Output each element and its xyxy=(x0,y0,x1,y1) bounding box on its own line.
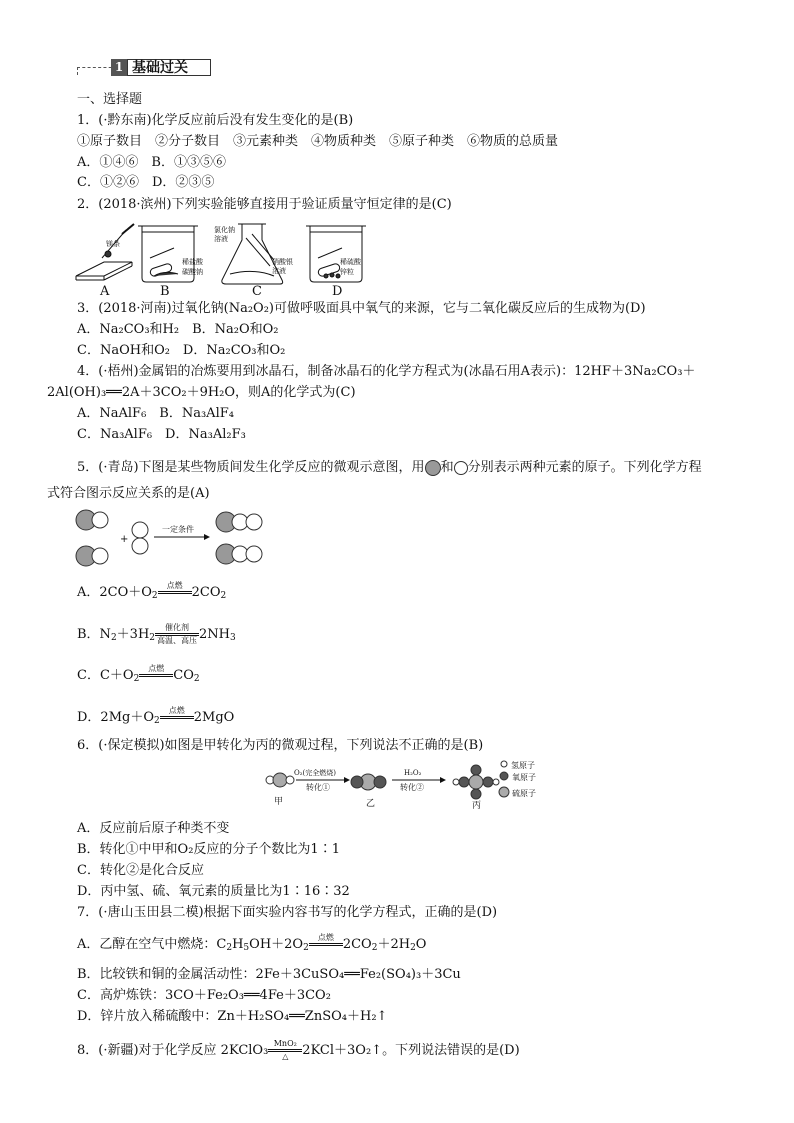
q6-legend-sulfur: 硫原子 xyxy=(512,789,536,798)
q4-stem-line1: 4．(·梧州)金属铝的冶炼要用到冰晶石，制备冰晶石的化学方程式为(冰晶石用A表示)：12HF＋3Na₂CO₃＋ xyxy=(77,364,696,379)
q7-option-b: B．比较铁和铜的金属活动性：2Fe＋3CuSO₄══Fe₂(SO₄)₃＋3Cu xyxy=(77,967,461,982)
q5-stem-part1: 5．(·青岛)下图是某些物质间发生化学反应的微观示意图，用 xyxy=(77,460,425,475)
fig-c-label2: 溶液 xyxy=(214,235,228,243)
q6-option-b: B．转化①中甲和O₂反应的分子个数比为1∶1 xyxy=(77,842,340,857)
q1-items: ①原子数目 ②分子数目 ③元素种类 ④物质种类 ⑤原子种类 ⑥物质的总质量 xyxy=(77,134,559,149)
q2-stem: 2．(2018·滨州)下列实验能够直接用于验证质量守恒定律的是(C) xyxy=(77,197,452,212)
q6-arrow2-top: H₂O₂ xyxy=(404,769,422,777)
q8-stem xyxy=(77,1040,520,1061)
q6-label-yi: 乙 xyxy=(366,799,376,809)
q4-stem-line2: 2Al(OH)₃══2A＋3CO₂＋9H₂O，则A的化学式为(C) xyxy=(47,385,356,400)
gray-atom-icon xyxy=(425,460,441,476)
q5-option-b: B．$N_2+3H_2$ 催化剂 高温、高压 $2NH_3$ xyxy=(77,623,236,645)
fig-d-label1: 稀硫酸 xyxy=(340,258,361,266)
q2-option-labels xyxy=(0,283,794,301)
q6-arrow2-bottom: 转化② xyxy=(400,783,424,792)
svg-text:+: + xyxy=(120,534,129,545)
q6-option-a: A．反应前后原子种类不变 xyxy=(77,821,230,836)
q7-option-d: D．锌片放入稀硫酸中：Zn＋H₂SO₄══ZnSO₄＋H₂↑ xyxy=(77,1009,388,1024)
q3-options-cd: C．NaOH和O₂ D．Na₂CO₃和O₂ xyxy=(77,343,286,358)
fig-c-label4: 溶液 xyxy=(272,267,286,275)
q8-cond-top: MnO₂ xyxy=(273,1039,297,1048)
q7-option-a: A．乙醇在空气中燃烧：$C_2H_5OH+2O_2$ 点燃 $2CO_2+2H_2O$ xyxy=(77,933,427,953)
q6-conversion-diagram xyxy=(264,758,564,820)
fig-label-a: A xyxy=(100,284,110,299)
q6-option-d: D．丙中氢、硫、氧元素的质量比为1∶16∶32 xyxy=(77,884,350,899)
q3-options-ab: A．Na₂CO₃和H₂ B．Na₂O和O₂ xyxy=(77,322,279,337)
q6-option-c: C．转化②是化合反应 xyxy=(77,863,204,878)
section-label: 一、选择题 xyxy=(77,92,143,107)
fig-label-b: B xyxy=(160,284,170,299)
q5-b-cond-bot: 高温、高压 xyxy=(157,636,198,645)
fig-a-label: 镁条 xyxy=(106,240,120,248)
q7-a-cond: 点燃 xyxy=(317,933,334,942)
q6-arrow1-bottom: 转化① xyxy=(306,783,330,792)
q5-reaction-diagram xyxy=(74,506,294,570)
fig-label-d: D xyxy=(332,284,343,299)
q5-d-cond: 点燃 xyxy=(168,706,185,715)
q6-label-jia: 甲 xyxy=(274,797,284,807)
q1-options-cd: C．①②⑥ D．②③⑤ xyxy=(77,175,215,190)
q3-stem: 3．(2018·河南)过氧化钠(Na₂O₂)可做呼吸面具中氧气的来源，它与二氧化碳反应后的生成物为(D) xyxy=(77,301,646,316)
q5-stem-part3: 分别表示两种元素的原子。下列化学方程 xyxy=(467,460,702,475)
q5-option-c: C．$C+O_2$ 点燃 $CO_2$ xyxy=(77,664,200,684)
q6-stem: 6．(·保定模拟)如图是甲转化为丙的微观过程，下列说法不正确的是(B) xyxy=(77,738,484,753)
q5-c-cond: 点燃 xyxy=(148,664,165,673)
fig-b-label2: 碳酸钠 xyxy=(182,268,203,276)
q5-stem-line1 xyxy=(77,459,702,477)
q8-stem-part2: 2KCl＋3O₂↑。下列说法错误的是(D) xyxy=(302,1043,520,1058)
q7-option-c: C．高炉炼铁：3CO＋Fe₂O₃══4Fe＋3CO₂ xyxy=(77,988,331,1003)
q5-option-a: A．$2CO+O_2$ 点燃 $2CO_2$ xyxy=(77,581,227,601)
q8-stem-part1: 8．(·新疆)对于化学反应 2KClO₃ xyxy=(77,1043,269,1058)
q7-stem: 7．(·唐山玉田县二模)根据下面实验内容书写的化学方程式，正确的是(D) xyxy=(77,905,498,920)
fig-c-label1: 氯化钠 xyxy=(214,226,235,234)
section-title: 基础过关 xyxy=(127,59,211,76)
q5-stem-part2: 和 xyxy=(440,460,454,475)
apparatus-a xyxy=(76,224,134,280)
q1-options-ab: A．①④⑥ B．①③⑤⑥ xyxy=(77,155,226,170)
q5-a-cond: 点燃 xyxy=(166,581,183,590)
q4-options-ab: A．NaAlF₆ B．Na₃AlF₄ xyxy=(77,406,234,421)
fig-d-label2: 锌粒 xyxy=(340,268,354,276)
q1-stem: 1．(·黔东南)化学反应前后没有发生变化的是(B) xyxy=(77,113,354,128)
q8-cond-bottom: △ xyxy=(282,1052,289,1061)
q5-condition-label: 一定条件 xyxy=(162,525,194,534)
fig-label-c: C xyxy=(252,284,262,299)
q4-options-cd: C．Na₃AlF₆ D．Na₃Al₂F₃ xyxy=(77,427,246,442)
q6-legend-oxygen: 氧原子 xyxy=(512,773,536,782)
q6-legend-hydrogen: 氢原子 xyxy=(511,761,535,770)
white-atom-icon xyxy=(454,461,468,475)
section-header xyxy=(77,59,211,77)
fig-b-label1: 稀盐酸 xyxy=(182,258,203,266)
q5-b-cond-top: 催化剂 xyxy=(165,623,190,632)
fig-c-label3: 硝酸银 xyxy=(272,258,293,266)
q6-arrow1-top: O₂(完全燃烧) xyxy=(294,769,337,777)
q5-option-d: D．$2Mg+O_2$ 点燃 2MgO xyxy=(77,706,235,726)
q5-stem-line2: 式符合图示反应关系的是(A) xyxy=(47,486,210,501)
q6-label-bing: 丙 xyxy=(472,801,482,811)
apparatus-d xyxy=(306,226,366,282)
section-number: 1 xyxy=(111,59,127,76)
